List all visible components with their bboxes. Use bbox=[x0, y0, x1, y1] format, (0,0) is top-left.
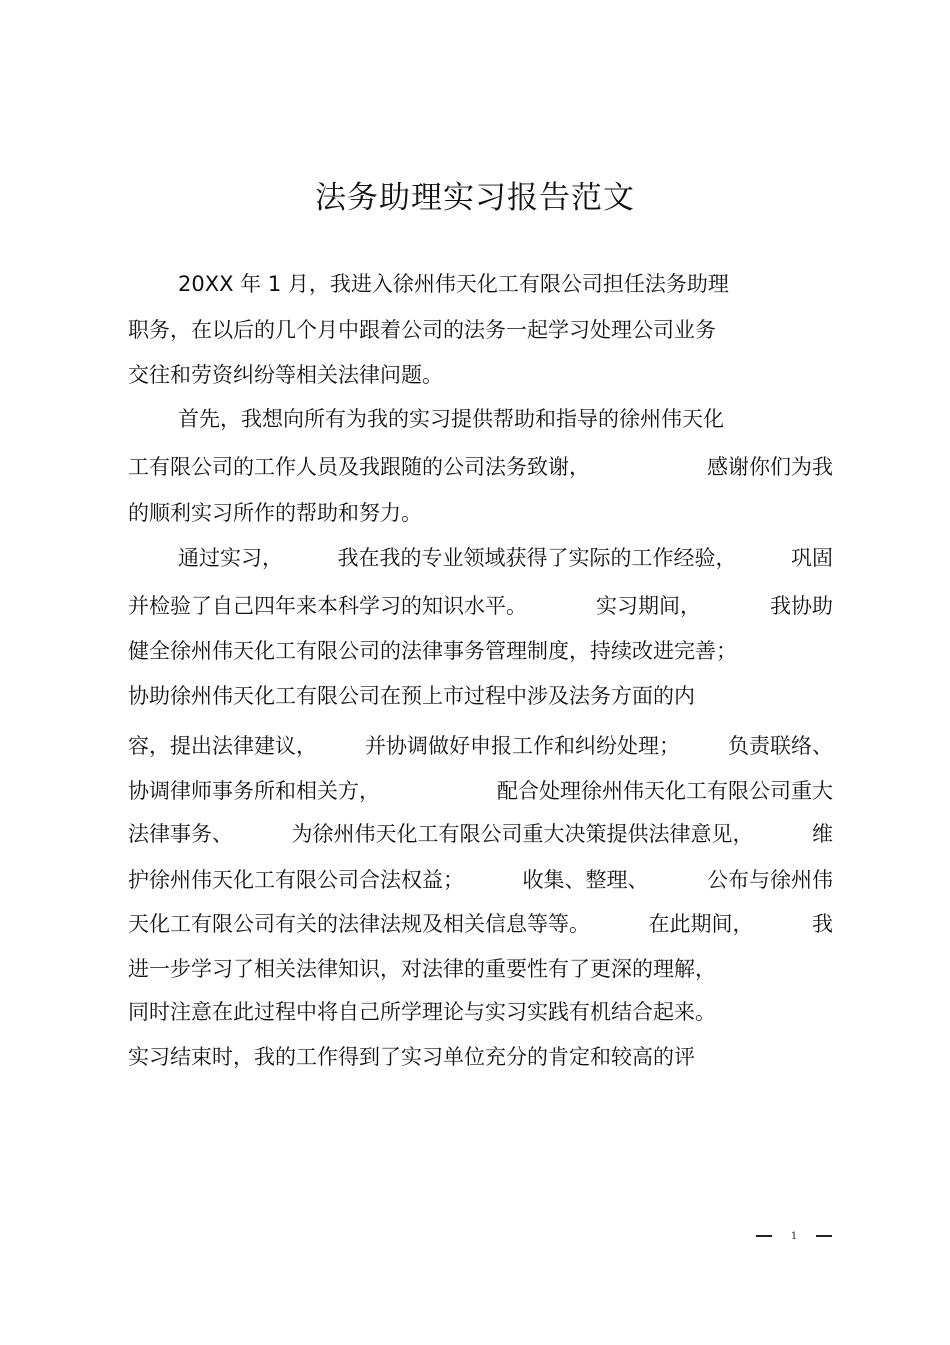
line-segment: 进一步学习了相关法律知识，对法律的重要性有了更深的理解， bbox=[128, 957, 716, 981]
line-segment: 维 bbox=[812, 822, 833, 846]
paragraph-line bbox=[128, 499, 833, 527]
paragraph-line bbox=[128, 955, 833, 983]
line-segment: 法律事务、 bbox=[128, 822, 233, 846]
paragraph-line bbox=[178, 270, 833, 298]
paragraph-line bbox=[128, 910, 833, 938]
paragraph-line bbox=[178, 405, 833, 433]
footer-dash-right bbox=[816, 1235, 832, 1237]
line-segment: 公布与徐州伟 bbox=[707, 868, 833, 892]
line-segment: 容，提出法律建议， bbox=[128, 734, 317, 758]
line-segment: 交往和劳资纠纷等相关法律问题。 bbox=[128, 363, 443, 387]
paragraph-line bbox=[128, 998, 833, 1026]
line-segment: 我在我的专业领域获得了实际的工作经验， bbox=[337, 546, 737, 570]
line-segment: 协助徐州伟天化工有限公司在预上市过程中涉及法务方面的内 bbox=[128, 684, 695, 708]
page-footer bbox=[756, 1226, 832, 1246]
line-segment: 配合处理徐州伟天化工有限公司重大 bbox=[497, 779, 833, 803]
line-segment: 为徐州伟天化工有限公司重大决策提供法律意见， bbox=[291, 822, 754, 846]
paragraph-line bbox=[128, 682, 833, 710]
paragraph-line bbox=[128, 637, 833, 665]
line-segment: 在此期间， bbox=[648, 912, 754, 936]
paragraph-line bbox=[128, 316, 833, 344]
paragraph-line bbox=[128, 732, 833, 760]
paragraph-line bbox=[128, 361, 833, 389]
paragraph-line bbox=[178, 544, 833, 572]
footer-dash-left bbox=[756, 1235, 772, 1237]
paragraph-line bbox=[128, 592, 833, 620]
line-segment: 实习期间， bbox=[596, 594, 701, 618]
line-segment: 同时注意在此过程中将自己所学理论与实习实践有机结合起来。 bbox=[128, 1000, 716, 1024]
line-segment: 实习结束时，我的工作得到了实习单位充分的肯定和较高的评 bbox=[128, 1045, 695, 1069]
line-segment: 协调律师事务所和相关方， bbox=[128, 779, 380, 803]
line-segment: 工有限公司的工作人员及我跟随的公司法务致谢， bbox=[128, 455, 590, 479]
line-segment: 并检验了自己四年来本科学习的知识水平。 bbox=[128, 594, 527, 618]
line-segment: 20XX 年 1 月，我进入徐州伟天化工有限公司担任法务助理 bbox=[178, 272, 729, 296]
paragraph-line bbox=[128, 1043, 833, 1071]
line-segment: 天化工有限公司有关的法律法规及相关信息等等。 bbox=[128, 912, 590, 936]
line-segment: 的顺利实习所作的帮助和努力。 bbox=[128, 501, 422, 525]
paragraph-line bbox=[128, 866, 833, 894]
line-segment: 通过实习， bbox=[178, 546, 283, 570]
paragraph-line bbox=[128, 453, 833, 481]
line-segment: 负责联络、 bbox=[728, 734, 833, 758]
line-segment: 巩固 bbox=[791, 546, 833, 570]
line-segment: 护徐州伟天化工有限公司合法权益； bbox=[128, 868, 464, 892]
line-segment: 我 bbox=[812, 912, 833, 936]
line-segment: 首先，我想向所有为我的实习提供帮助和指导的徐州伟天化 bbox=[178, 407, 724, 431]
document-title: 法务助理实习报告范文 bbox=[315, 180, 635, 216]
paragraph-line bbox=[128, 777, 833, 805]
page-number: 1 bbox=[790, 1230, 798, 1242]
line-segment: 我协助 bbox=[770, 594, 833, 618]
paragraph-line bbox=[128, 820, 833, 848]
line-segment: 收集、整理、 bbox=[522, 868, 649, 892]
line-segment: 职务，在以后的几个月中跟着公司的法务一起学习处理公司业务 bbox=[128, 318, 716, 342]
line-segment: 感谢你们为我 bbox=[707, 455, 833, 479]
line-segment: 并协调做好申报工作和纠纷处理； bbox=[365, 734, 680, 758]
line-segment: 健全徐州伟天化工有限公司的法律事务管理制度，持续改进完善； bbox=[128, 639, 737, 663]
